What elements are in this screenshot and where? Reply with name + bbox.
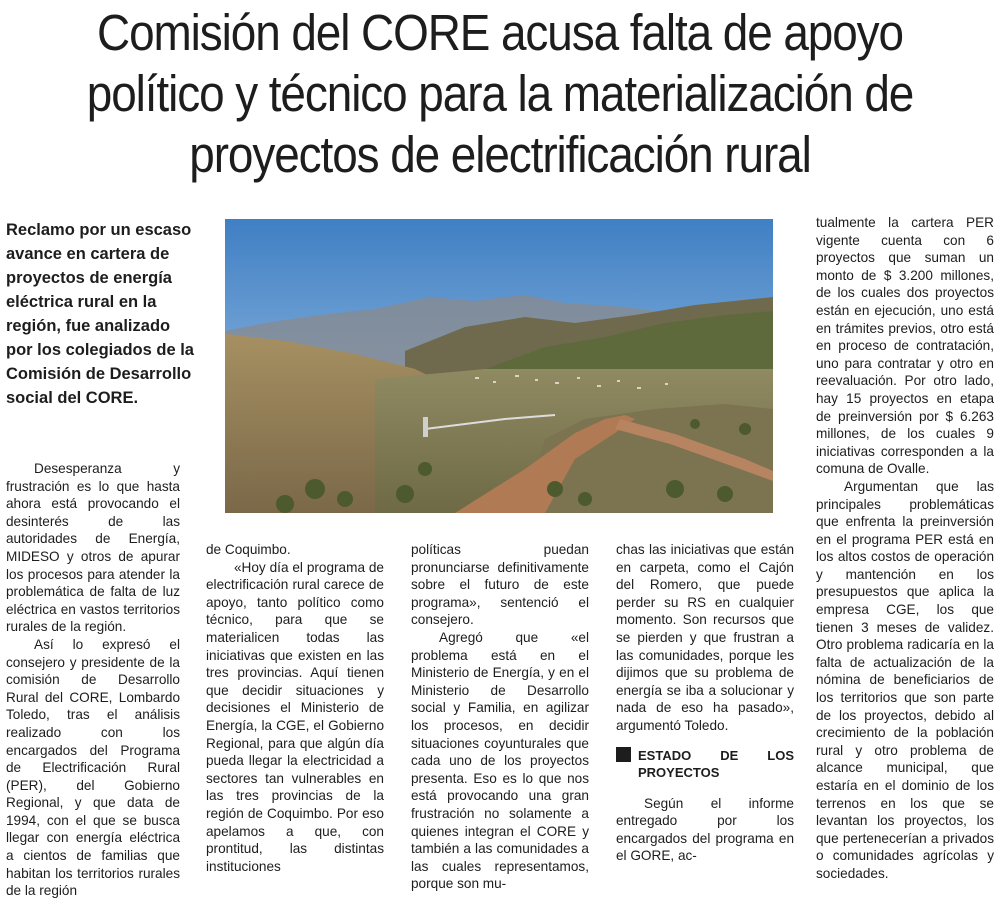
paragraph: tualmente la cartera PER vigente cuenta con 6 proyectos que suman un monto de $ 3.200 millones, de los cuales dos proyectos están en ejecución, uno está en trámites previos, otro está en proceso de contratación, uno para contratar y otro en reevaluación. Por otro lado, hay 15 proyectos en etapa de preinversión por $ 6.263 millones, de los cuales 9 iniciativas corresponden a la comuna de Ovalle. (816, 215, 994, 477)
column-1 (6, 460, 180, 900)
paragraph: Argumentan que las principales problemáticas que enfrenta la preinversión en el programa PER está en los altos costos de operación y mantención en los presupuestos que aplica la empresa CGE, los que tienen 3 meses de validez. Otro problema radicaría en la falta de actualización de la nómina de beneficiarios de los territorios que son parte de los proyectos, debido al crecimiento de la población rural y otro problema de alcance municipal, que estaría en el dominio de los terrenos en los que se levantan los proyectos, los que pertenecerían a privados o comunidades agrícolas y sociedades. (816, 478, 994, 881)
paragraph: Así lo expresó el consejero y presidente de la comisión de Desarrollo Rural del CORE, Lombardo Toledo, tras el análisis realizado con los encargados del Programa de Electrificación Rural (PER), del Gobierno Regional, y que data de 1994, con el que se busca llegar con energía eléctrica a cientos de familias que habitan los territorios rurales de la región (6, 636, 180, 899)
column-3 (411, 541, 589, 893)
paragraph: de Coquimbo. (206, 542, 291, 557)
column-2 (206, 541, 384, 875)
headline: Comisión del CORE acusa falta de apoyo político y técnico para la materialización de proyectos de electrificación rural (86, 4, 914, 183)
paragraph: políticas puedan pronunciarse definitivamente sobre el futuro de este programa», sentenció el consejero. (411, 542, 589, 628)
bullet-square-icon (616, 747, 631, 762)
section-heading-text: ESTADO DE LOS PROYECTOS (638, 747, 794, 780)
paragraph: «Hoy día el programa de electrificación rural carece de apoyo, tanto político como técnico, para que se materialicen todas las iniciativas que existen en las tres provincias. Aquí tienen que decidir situaciones y decisiones el Ministerio de Energía, la CGE, el Gobierno Regional, para que algún día pueda llegar la electricidad a sectores tan vulnerables en las tres provincias de la región de Coquimbo. Por eso apelamos a que, con prontitud, las distintas instituciones (206, 559, 384, 874)
paragraph: Agregó que «el problema está en el Ministerio de Energía, y en el Ministerio de Desarrollo social y Familia, en agilizar los procesos, en decidir situaciones coyunturales que cada uno de los proyectos presenta. Eso es lo que nos está provocando una gran frustración no solamente a quienes integran el CORE y también a las comunidades a las cuales representamos, porque son mu- (411, 629, 589, 892)
column-5 (816, 214, 994, 883)
article-deck: Reclamo por un escaso avance en cartera de proyectos de energía eléctrica rural en la región, fue analizado por los colegiados de la Comisión de Desarrollo social del CORE. (6, 221, 194, 407)
paragraph: chas las iniciativas que están en carpeta, como el Cajón del Romero, que puede perder su RS en cualquier momento. Son recursos que se pierden y que frustran a las comunidades, porque les dijimos que su problema de energía se iba a solucionar y nada de eso ha pasado», argumentó Toledo. (616, 542, 794, 733)
column-4 (616, 541, 794, 865)
article-photo (225, 219, 773, 513)
section-heading (616, 747, 794, 781)
paragraph: Según el informe entregado por los encargados del programa en el GORE, ac- (616, 795, 794, 864)
paragraph: Desesperanza y frustración es lo que hasta ahora está provocando el desinterés de las autoridades de Energía, MIDESO y otros de apurar los procesos para atender la problemática de falta de luz eléctrica en vastos territorios rurales de la región. (6, 461, 180, 635)
